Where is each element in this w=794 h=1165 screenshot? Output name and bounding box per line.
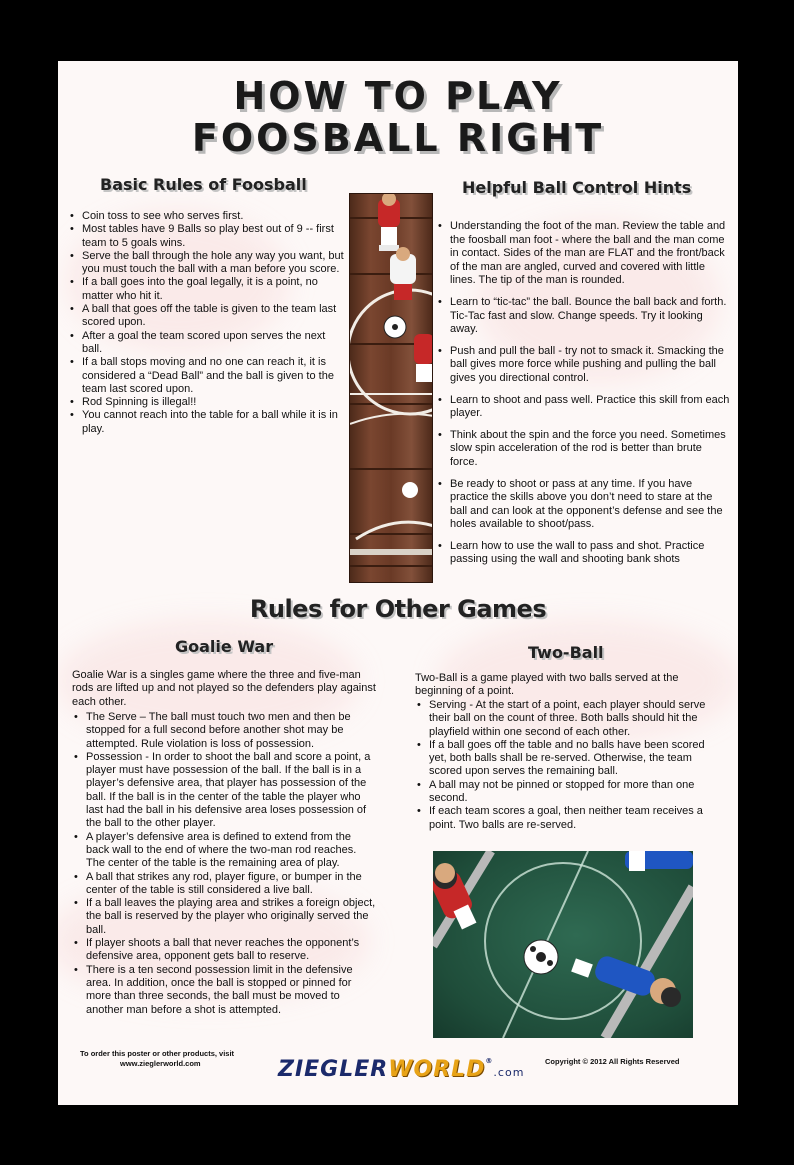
foosball-photo-graphic <box>433 851 693 1038</box>
order-text-line1: To order this poster or other products, visit <box>80 1049 235 1058</box>
basic-rule-item: • Rod Spinning is illegal!! <box>68 396 346 409</box>
foosball-action-photo <box>433 851 693 1038</box>
two-ball-rule-item: • A ball may not be pinned or stopped for more than one second. <box>415 779 720 806</box>
hint-item: • Be ready to shoot or pass at any time. If you have practice the skills above you don’t need to stare at the ball and can look at the opponent’s defense and see the holes available to shoot/pass. <box>436 478 731 532</box>
logo-ziegler-text: ZIEGLER <box>278 1057 389 1082</box>
goalie-war-rule-item: • A ball that strikes any rod, player figure, or bumper in the center of the table is still considered a live ball. <box>72 871 377 898</box>
basic-rule-item: • A ball that goes off the table is given to the team last scored upon. <box>68 303 346 330</box>
two-ball-rule-item: • If each team scores a goal, then neither team receives a point. Two balls are re-served. <box>415 805 720 832</box>
logo-world-text: WORLD <box>388 1057 486 1082</box>
copyright-text: Copyright © 2012 All Rights Reserved <box>545 1057 680 1066</box>
other-games-heading: Rules for Other Games <box>249 595 547 623</box>
two-ball-heading: Two-Ball <box>528 643 604 662</box>
title-line-2: FOOSBALL RIGHT <box>191 116 605 160</box>
goalie-war-rule-item: • The Serve – The ball must touch two men and then be stopped for a full second before another shot may be attempted. Rule violation is loss of possession. <box>72 711 377 751</box>
basic-rule-item: • If a ball stops moving and no one can reach it, it is considered a “Dead Ball” and the ball is given to the team last scored upon. <box>68 356 346 396</box>
order-text-line2[interactable]: www.zieglerworld.com <box>120 1059 201 1068</box>
hint-item: • Learn to “tic-tac” the ball. Bounce the ball back and forth. Tic-Tac fast and slow. Change speeds. Try it looking away. <box>436 296 731 337</box>
basic-rule-item: • You cannot reach into the table for a ball while it is in play. <box>68 409 346 436</box>
hint-item: • Understanding the foot of the man. Review the table and the foosball man foot - where the ball and the man come in contact. Sides of the man are FLAT and the front/back of the man are angled, curved and covered with little lines. The tip of the man is rounded. <box>436 220 731 288</box>
goalie-war-rule-item: • A player’s defensive area is defined to extend from the back wall to the end of where the two-man rod reaches. The center of the table is the remaining area of play. <box>72 831 377 871</box>
two-ball-list <box>415 699 720 832</box>
basic-rule-item: • Coin toss to see who serves first. <box>68 210 346 223</box>
zieglerworld-logo <box>278 1057 524 1082</box>
goalie-war-heading: Goalie War <box>175 637 274 656</box>
two-ball-rule-item: • Serving - At the start of a point, each player should serve their ball on the count of three. Both balls should hit the playfield within one second of each other. <box>415 699 720 739</box>
goalie-war-rule-item: • If player shoots a ball that never reaches the opponent’s defensive area, opponent gets ball to reserve. <box>72 937 377 964</box>
two-ball-intro: Two-Ball is a game played with two balls served at the beginning of a point. <box>415 672 679 698</box>
hint-item: • Push and pull the ball - try not to smack it. Smacking the ball gives more force while pushing and pulling the ball gives you directional control. <box>436 345 731 386</box>
goalie-war-rule-item: • Possession - In order to shoot the ball and score a point, a player must have possession of the ball. If the ball is in a player’s defensive area, that player has possession of the ball. If the ball is in the center of the table the player who last had the ball in his defensive area loses possession of the ball to the other player. <box>72 751 377 831</box>
basic-rules-list <box>68 210 346 436</box>
foosball-table-strip-image <box>349 193 433 583</box>
title-line-1: HOW TO PLAY <box>233 74 563 118</box>
hint-item: • Think about the spin and the force you need. Sometimes slow spin acceleration of the rod is better than brute force. <box>436 429 731 470</box>
table-strip-graphic <box>350 194 433 583</box>
basic-rule-item: • After a goal the team scored upon serves the next ball. <box>68 330 346 357</box>
basic-rule-item: • Most tables have 9 Balls so play best out of 9 -- first team to 5 goals wins. <box>68 223 346 250</box>
logo-dotcom-text: .com <box>493 1066 525 1079</box>
goalie-war-rule-item: • There is a ten second possession limit in the defensive area. In addition, once the ball is stopped or pinned for more than three seconds, the ball must be moved to another man before a shot is attempted. <box>72 964 377 1017</box>
basic-rule-item: • Serve the ball through the hole any way you want, but you must touch the ball with a man before you score. <box>68 250 346 277</box>
goalie-war-list <box>72 711 377 1017</box>
logo-registered-mark: ® <box>485 1057 494 1065</box>
poster <box>58 61 738 1105</box>
basic-rules-heading: Basic Rules of Foosball <box>100 175 307 194</box>
hints-heading: Helpful Ball Control Hints <box>462 178 692 197</box>
two-ball-rule-item: • If a ball goes off the table and no balls have been scored yet, both balls shall be re-served. Otherwise, the team scored upon serves the remaining ball. <box>415 739 720 779</box>
hint-item: • Learn how to use the wall to pass and shot. Practice passing using the wall and shooting bank shots <box>436 540 731 567</box>
goalie-war-rule-item: • If a ball leaves the playing area and strikes a foreign object, the ball is reserved by the player who originally served the ball. <box>72 897 377 937</box>
basic-rule-item: • If a ball goes into the goal legally, it is a point, no matter who hit it. <box>68 276 346 303</box>
hint-item: • Learn to shoot and pass well. Practice this skill from each player. <box>436 394 731 421</box>
goalie-war-intro: Goalie War is a singles game where the three and five-man rods are lifted up and not played so the defenders play against each other. <box>72 669 376 708</box>
hints-list <box>436 220 731 575</box>
